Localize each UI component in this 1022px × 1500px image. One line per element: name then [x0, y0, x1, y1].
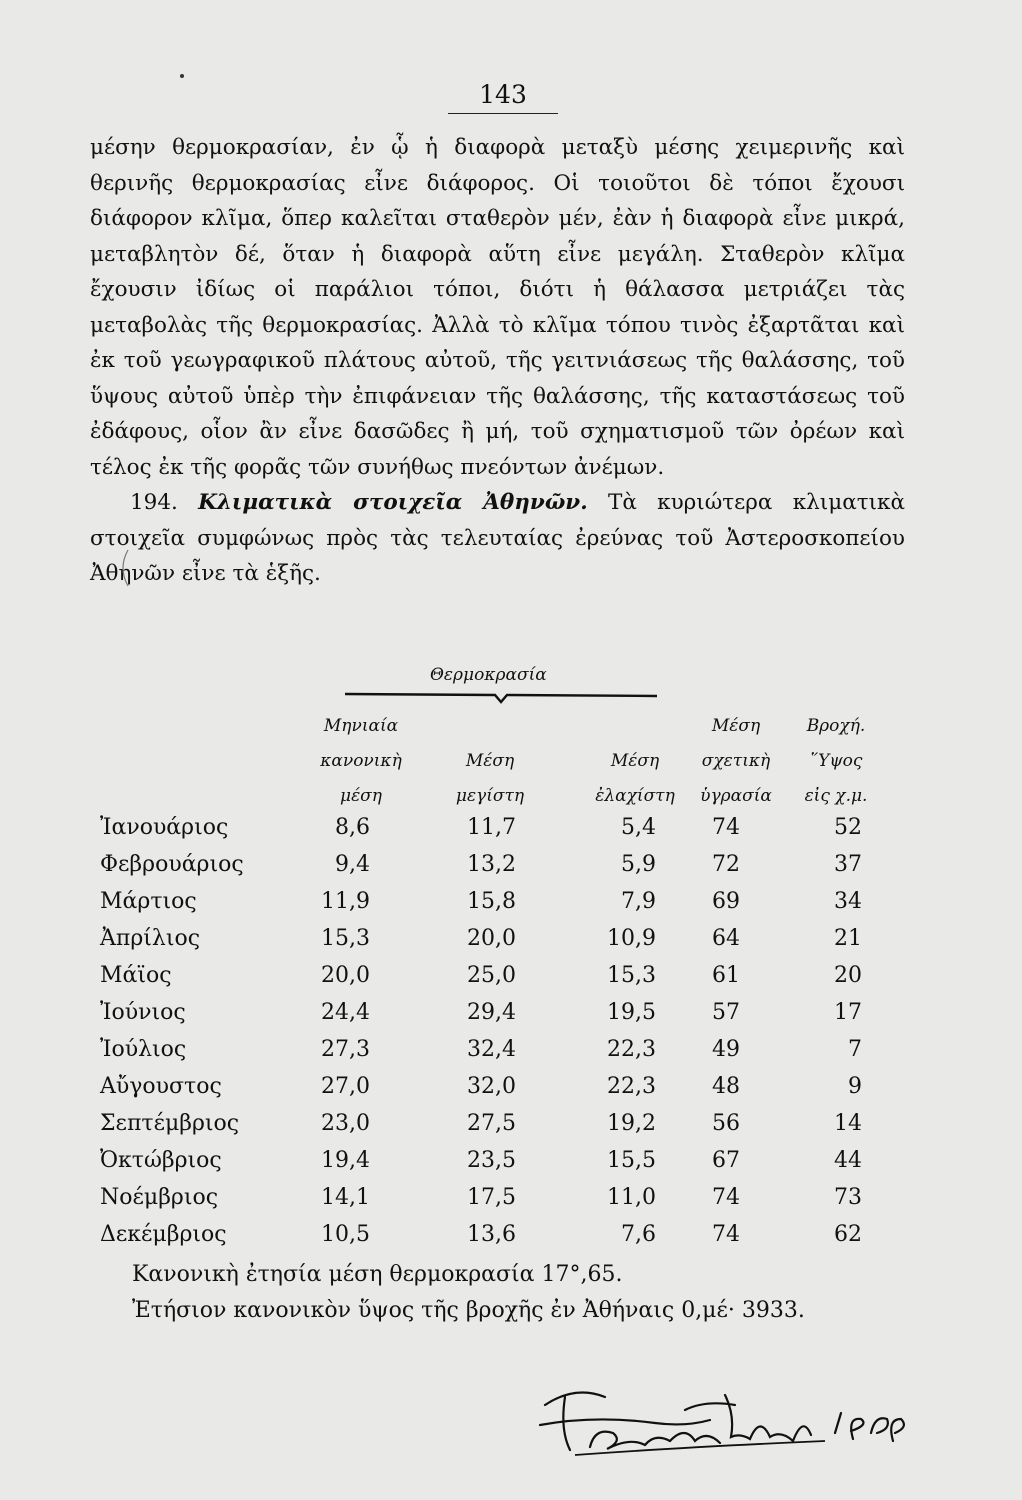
rain-cell: 17 [834, 1000, 862, 1025]
rain-cell: 62 [834, 1222, 862, 1247]
max-temp-cell: 13,6 [467, 1222, 516, 1247]
ink-speck [180, 74, 184, 78]
humidity-cell: 67 [712, 1148, 740, 1173]
annual-mean-temperature: Κανονικὴ ἐτησία μέση θερμοκρασία 17°,65. [132, 1262, 623, 1287]
mean-temp-cell: 11,9 [321, 889, 370, 914]
max-temp-cell: 20,0 [467, 926, 516, 951]
humidity-cell: 49 [712, 1037, 740, 1062]
header-line: ῞Υψος [809, 751, 863, 771]
section-194 [90, 485, 905, 592]
max-temp-cell: 11,7 [467, 815, 516, 840]
min-temp-cell: 15,3 [607, 963, 656, 988]
table-row [0, 1222, 1022, 1259]
header-line: μεγίστη [455, 786, 525, 806]
table-row [0, 1111, 1022, 1148]
month-cell: Σεπτέμβριος [100, 1111, 240, 1136]
table-row [0, 1148, 1022, 1185]
humidity-cell: 64 [712, 926, 740, 951]
rain-cell: 37 [834, 852, 862, 877]
month-cell: Νοέμβριος [100, 1185, 219, 1210]
rain-cell: 34 [834, 889, 862, 914]
min-temp-cell: 15,5 [607, 1148, 656, 1173]
min-temp-cell: 10,9 [607, 926, 656, 951]
header-line: Μέση [610, 751, 660, 771]
table-row [0, 1074, 1022, 1111]
table-caption: Θερμοκρασία [430, 665, 547, 685]
max-temp-cell: 27,5 [467, 1111, 516, 1136]
table-row [0, 852, 1022, 889]
caption-brace [345, 692, 657, 704]
max-temp-cell: 32,0 [467, 1074, 516, 1099]
month-cell: Αὔγουστος [100, 1074, 222, 1099]
month-cell: Μάρτιος [100, 889, 197, 914]
humidity-cell: 72 [712, 852, 740, 877]
month-cell: Μάϊος [100, 963, 172, 988]
min-temp-cell: 7,9 [621, 889, 656, 914]
header-line: Βροχή. [806, 716, 866, 736]
min-temp-cell: 22,3 [607, 1074, 656, 1099]
max-temp-cell: 15,8 [467, 889, 516, 914]
min-temp-cell: 5,4 [621, 815, 656, 840]
header-line: ὑγρασία [700, 786, 772, 806]
month-cell: Ὀκτώβριος [100, 1148, 222, 1173]
min-temp-cell: 5,9 [621, 852, 656, 877]
rain-cell: 20 [834, 963, 862, 988]
section-text: Τὰ κυριώτερα κλιματικὰ στοιχεῖα συμφώνως πρὸς τὰς τελευταίας ἐρεύνας τοῦ Ἀστεροσκοπείου Ἀθηνῶν εἶνε τὰ ἑξῆς. [90, 490, 905, 586]
table-row [0, 815, 1022, 852]
header-line: Μέση [465, 751, 515, 771]
month-cell: Ἰούλιος [100, 1037, 187, 1062]
max-temp-cell: 25,0 [467, 963, 516, 988]
mean-temp-cell: 9,4 [335, 852, 370, 877]
max-temp-cell: 29,4 [467, 1000, 516, 1025]
mean-temp-cell: 27,0 [321, 1074, 370, 1099]
rain-cell: 44 [834, 1148, 862, 1173]
mean-temp-cell: 8,6 [335, 815, 370, 840]
max-temp-cell: 17,5 [467, 1185, 516, 1210]
header-humidity [688, 709, 784, 814]
handwritten-signature [535, 1375, 915, 1465]
max-temp-cell: 13,2 [467, 852, 516, 877]
header-mean [316, 709, 406, 814]
header-line: εἰς χ.μ. [804, 786, 868, 806]
mean-temp-cell: 19,4 [321, 1148, 370, 1173]
max-temp-cell: 32,4 [467, 1037, 516, 1062]
header-line: Μηνιαία [323, 716, 399, 736]
table-row [0, 1037, 1022, 1074]
section-title: Κλιματικὰ στοιχεῖα Ἀθηνῶν. [198, 490, 588, 515]
rain-cell: 7 [848, 1037, 862, 1062]
rain-cell: 73 [834, 1185, 862, 1210]
mean-temp-cell: 20,0 [321, 963, 370, 988]
body-text [90, 130, 905, 592]
header-line: μέση [340, 786, 382, 806]
min-temp-cell: 19,2 [607, 1111, 656, 1136]
header-line: σχετικὴ [701, 751, 771, 771]
month-cell: Δεκέμβριος [100, 1222, 227, 1247]
header-rain [790, 709, 882, 814]
section-number: 194. [130, 490, 178, 515]
header-line: Μέση [711, 716, 761, 736]
humidity-cell: 69 [712, 889, 740, 914]
rain-cell: 9 [848, 1074, 862, 1099]
month-cell: Ἰούνιος [100, 1000, 186, 1025]
rain-cell: 14 [834, 1111, 862, 1136]
table-row [0, 1000, 1022, 1037]
month-cell: Ἀπρίλιος [100, 926, 201, 951]
rain-cell: 21 [834, 926, 862, 951]
table-row [0, 926, 1022, 963]
header-line: ἐλαχίστη [595, 786, 675, 806]
humidity-cell: 57 [712, 1000, 740, 1025]
min-temp-cell: 7,6 [621, 1222, 656, 1247]
humidity-cell: 56 [712, 1111, 740, 1136]
month-cell: Φεβρουάριος [100, 852, 244, 877]
mean-temp-cell: 10,5 [321, 1222, 370, 1247]
humidity-cell: 74 [712, 1185, 740, 1210]
humidity-cell: 74 [712, 1222, 740, 1247]
rain-cell: 52 [834, 815, 862, 840]
header-min [580, 744, 690, 814]
mean-temp-cell: 23,0 [321, 1111, 370, 1136]
header-max [440, 744, 540, 814]
paragraph-climate: μέσην θερμοκρασίαν, ἐν ᾧ ἡ διαφορὰ μεταξὺ μέσης χειμερινῆς καὶ θερινῆς θερμοκρασίας εἶνε διάφορος. Οἱ τοιοῦτοι δὲ τόποι ἔχουσι διάφορον κλῖμα, ὅπερ καλεῖται σταθερὸν μέν, ἐὰν ἡ διαφορὰ εἶνε μικρά, μεταβλητὸν δέ, ὅταν ἡ διαφορὰ αὕτη εἶνε μεγάλη. Σταθερὸν κλῖμα ἔχουσιν ἰδίως οἱ παράλιοι τόποι, διότι ἡ θάλασσα μετριάζει τὰς μεταβολὰς τῆς θερμοκρασίας. Ἀλλὰ τὸ κλῖμα τόπου τινὸς ἐξαρτᾶται καὶ ἐκ τοῦ γεωγραφικοῦ πλάτους αὐτοῦ, τῆς γειτνιάσεως τῆς θαλάσσης, τοῦ ὕψους αὐτοῦ ὑπὲρ τὴν ἐπιφάνειαν τῆς θαλάσσης, τῆς καταστάσεως τοῦ ἐδάφους, οἷον ἂν εἶνε δασῶδες ἢ μή, τοῦ σχηματισμοῦ τῶν ὀρέων καὶ τέλος ἐκ τῆς φορᾶς τῶν συνήθως πνεόντων ἀνέμων. [90, 135, 905, 480]
min-temp-cell: 11,0 [607, 1185, 656, 1210]
header-line: κανονικὴ [320, 751, 402, 771]
min-temp-cell: 19,5 [607, 1000, 656, 1025]
margin-mark [116, 548, 130, 588]
humidity-cell: 61 [712, 963, 740, 988]
mean-temp-cell: 14,1 [321, 1185, 370, 1210]
table-row [0, 1185, 1022, 1222]
humidity-cell: 74 [712, 815, 740, 840]
month-cell: Ἰανουάριος [100, 815, 229, 840]
annual-rainfall: Ἐτήσιον κανονικὸν ὕψος τῆς βροχῆς ἐν Ἀθήναις 0,μέ· 3933. [132, 1298, 805, 1323]
mean-temp-cell: 24,4 [321, 1000, 370, 1025]
table-row [0, 963, 1022, 1000]
mean-temp-cell: 15,3 [321, 926, 370, 951]
max-temp-cell: 23,5 [467, 1148, 516, 1173]
min-temp-cell: 22,3 [607, 1037, 656, 1062]
page-number: 143 [448, 80, 558, 114]
mean-temp-cell: 27,3 [321, 1037, 370, 1062]
humidity-cell: 48 [712, 1074, 740, 1099]
table-row [0, 889, 1022, 926]
